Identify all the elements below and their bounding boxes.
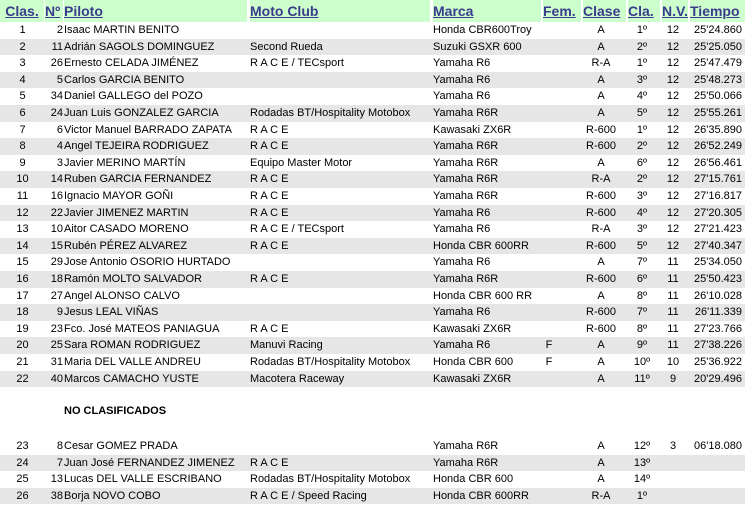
cell-cla: 6º [636, 156, 648, 169]
cell-clas: 7 [19, 123, 26, 136]
cell-nv: 12 [666, 24, 680, 36]
cell-cla: 5º [636, 107, 648, 119]
cell-clase: A [597, 440, 605, 452]
table-row [0, 304, 745, 321]
table-row [0, 22, 745, 39]
cell-nv: 11 [667, 289, 679, 302]
cell-clas: 24 [16, 456, 29, 469]
table-row [0, 471, 745, 488]
cell-clas: 4 [19, 73, 26, 86]
cell-clase: R-600 [586, 273, 616, 285]
cell-piloto: Juan Luis GONZALEZ GARCIA [64, 107, 219, 119]
table-row [0, 88, 745, 105]
cell-clas: 14 [16, 239, 29, 252]
cell-clase: A [597, 356, 605, 368]
cell-marca: Honda CBR 600RR [433, 239, 529, 252]
cell-tiempo: 27'40.347 [694, 239, 742, 252]
table-row [0, 354, 745, 371]
cell-tiempo: 27'16.817 [694, 190, 742, 202]
cell-tiempo: 26'11.339 [694, 306, 742, 319]
cell-clas: 25 [16, 473, 29, 486]
cell-marca: Yamaha R6R [433, 173, 499, 186]
cell-num: 26 [50, 57, 63, 70]
cell-cla: 6º [636, 273, 648, 285]
cell-clas: 9 [19, 156, 26, 169]
cell-marca: Honda CBR 600 [433, 473, 514, 486]
cell-clas: 20 [16, 339, 29, 352]
cell-nv: 11 [667, 339, 679, 352]
cell-clas: 5 [19, 90, 26, 103]
cell-piloto: Borja NOVO COBO [64, 489, 161, 502]
cell-tiempo: 27'15.761 [694, 173, 742, 186]
cell-tiempo: 27'21.423 [694, 223, 742, 236]
cell-nv: 12 [666, 73, 680, 86]
cell-nv: 10 [666, 356, 680, 368]
cell-piloto: Sara ROMAN RODRIGUEZ [64, 339, 201, 352]
cell-cla: 3º [636, 223, 648, 236]
cell-clase: R-600 [586, 206, 616, 219]
cell-marca: Honda CBR600Troy [433, 24, 532, 36]
cell-cla: 11º [634, 372, 650, 385]
cell-moto-club: Macotera Raceway [250, 372, 345, 385]
cell-clas: 12 [16, 206, 29, 219]
table-row [0, 221, 745, 238]
cell-num: 38 [50, 489, 63, 502]
table-row [0, 271, 745, 288]
cell-clas: 22 [16, 372, 29, 385]
cell-num: 13 [50, 473, 63, 486]
cell-clase: A [597, 107, 605, 119]
cell-fem: F [545, 339, 553, 352]
cell-num: 14 [50, 173, 63, 186]
cell-moto-club: R A C E [250, 239, 289, 252]
cell-piloto: Isaac MARTIN BENITO [64, 24, 180, 36]
cell-nv: 12 [666, 190, 680, 202]
cell-tiempo: 27'23.766 [694, 322, 742, 335]
cell-tiempo: 25'24.860 [694, 24, 742, 36]
cell-clase: R-A [591, 57, 611, 70]
cell-marca: Yamaha R6 [433, 90, 491, 103]
cell-num: 24 [50, 107, 63, 119]
cell-marca: Yamaha R6R [433, 156, 499, 169]
cell-clas: 2 [19, 40, 26, 53]
cell-moto-club: Second Rueda [250, 40, 323, 53]
cell-clas: 21 [16, 356, 29, 368]
cell-clase: A [597, 289, 605, 302]
cell-piloto: Jose Antonio OSORIO HURTADO [64, 256, 231, 269]
cell-marca: Honda CBR 600 RR [433, 289, 533, 302]
cell-tiempo: 25'50.066 [694, 90, 742, 103]
cell-clase: R-600 [586, 322, 616, 335]
table-row [0, 438, 745, 455]
cell-nv: 9 [669, 372, 677, 385]
cell-nv: 11 [667, 256, 679, 269]
cell-tiempo: 25'50.423 [694, 273, 742, 285]
cell-num: 11 [51, 40, 63, 53]
table-row [0, 55, 745, 72]
cell-piloto: Jesus LEAL VIÑAS [64, 306, 159, 319]
cell-clase: A [597, 156, 605, 169]
cell-cla: 7º [636, 306, 648, 319]
cell-marca: Suzuki GSXR 600 [433, 40, 522, 53]
cell-clase: R-600 [586, 123, 616, 136]
cell-tiempo: 25'48.273 [694, 73, 742, 86]
cell-cla: 3º [636, 73, 648, 86]
cell-cla: 5º [636, 239, 648, 252]
cell-clas: 19 [16, 322, 29, 335]
cell-clase: A [597, 473, 605, 486]
header-num: Nº [45, 0, 63, 22]
cell-clase: A [597, 24, 605, 36]
cell-marca: Yamaha R6R [433, 190, 499, 202]
cell-tiempo: 20'29.496 [694, 372, 742, 385]
header-nv: N.V. [662, 0, 688, 22]
cell-num: 18 [50, 273, 63, 285]
table-row [0, 188, 745, 205]
cell-marca: Honda CBR 600 [433, 356, 514, 368]
cell-cla: 1º [636, 123, 648, 136]
cell-marca: Yamaha R6R [433, 456, 499, 469]
cell-nv: 12 [666, 140, 680, 153]
cell-piloto: Carlos GARCIA BENITO [64, 73, 185, 86]
cell-clase: R-600 [586, 239, 616, 252]
cell-cla: 10º [633, 356, 651, 368]
cell-tiempo: 25'55.261 [694, 107, 742, 119]
header-moto-club: Moto Club [250, 0, 430, 22]
cell-tiempo: 25'34.050 [694, 256, 742, 269]
table-row [0, 39, 745, 56]
cell-clase: R-A [591, 173, 611, 186]
cell-moto-club: R A C E [250, 322, 289, 335]
cell-clas: 11 [16, 190, 29, 202]
cell-num: 4 [56, 140, 63, 153]
cell-clas: 3 [19, 57, 26, 70]
cell-moto-club: Rodadas BT/Hospitality Motobox [250, 473, 411, 486]
cell-num: 10 [50, 223, 63, 236]
cell-clase: R-600 [586, 140, 616, 153]
table-row [0, 371, 745, 388]
cell-cla: 1º [636, 489, 648, 502]
cell-nv: 12 [666, 107, 680, 119]
section-title-no-clasificados: NO CLASIFICADOS [64, 405, 167, 417]
cell-nv: 12 [666, 173, 680, 186]
cell-marca: Kawasaki ZX6R [433, 123, 512, 136]
cell-piloto: Lucas DEL VALLE ESCRIBANO [64, 473, 222, 486]
table-row [0, 138, 745, 155]
cell-marca: Honda CBR 600RR [433, 489, 529, 502]
cell-clas: 26 [16, 489, 29, 502]
cell-piloto: Cesar GOMEZ PRADA [64, 440, 178, 452]
cell-cla: 2º [636, 40, 648, 53]
cell-moto-club: Rodadas BT/Hospitality Motobox [250, 356, 411, 368]
cell-piloto: Ignacio MAYOR GOÑI [64, 190, 174, 202]
cell-marca: Kawasaki ZX6R [433, 372, 512, 385]
cell-piloto: Aitor CASADO MORENO [64, 223, 189, 236]
cell-cla: 8º [636, 322, 648, 335]
cell-tiempo: 26'35.890 [694, 123, 742, 136]
cell-piloto: Fco. José MATEOS PANIAGUA [64, 322, 220, 335]
cell-cla: 9º [636, 339, 648, 352]
table-row [0, 171, 745, 188]
cell-marca: Kawasaki ZX6R [433, 322, 512, 335]
header-piloto: Piloto [64, 0, 247, 22]
cell-marca: Yamaha R6R [433, 440, 499, 452]
cell-clas: 17 [16, 289, 29, 302]
cell-piloto: Rubén PÉREZ ALVAREZ [64, 239, 188, 252]
cell-tiempo: 26'52.249 [694, 140, 742, 153]
cell-marca: Yamaha R6R [433, 107, 499, 119]
cell-piloto: Angel ALONSO CALVO [64, 289, 180, 302]
cell-marca: Yamaha R6R [433, 140, 499, 153]
table-row [0, 254, 745, 271]
cell-moto-club: R A C E / TECsport [250, 57, 344, 70]
cell-num: 2 [56, 24, 63, 36]
cell-num: 3 [56, 156, 63, 169]
cell-moto-club: R A C E [250, 456, 289, 469]
cell-clas: 16 [16, 273, 29, 285]
cell-marca: Yamaha R6 [433, 339, 491, 352]
cell-nv: 12 [666, 156, 680, 169]
cell-cla: 4º [636, 90, 648, 103]
cell-clase: A [597, 339, 605, 352]
cell-num: 23 [50, 322, 63, 335]
cell-clase: R-600 [586, 190, 616, 202]
cell-piloto: Juan José FERNANDEZ JIMENEZ [64, 456, 235, 469]
header-tiempo: Tiempo [690, 0, 745, 22]
cell-piloto: Adrián SAGOLS DOMINGUEZ [64, 40, 215, 53]
cell-clase: A [597, 456, 605, 469]
cell-piloto: Ramón MOLTO SALVADOR [64, 273, 202, 285]
cell-piloto: Maria DEL VALLE ANDREU [64, 356, 201, 368]
cell-clase: R-A [591, 223, 611, 236]
cell-moto-club: Manuvi Racing [250, 339, 323, 352]
cell-cla: 13º [633, 456, 651, 469]
cell-moto-club: R A C E [250, 190, 289, 202]
cell-tiempo: 26'10.028 [694, 289, 742, 302]
cell-tiempo: 25'47.479 [694, 57, 742, 70]
table-row [0, 455, 745, 472]
cell-clas: 8 [19, 140, 26, 153]
table-row [0, 105, 745, 122]
cell-tiempo: 06'18.080 [694, 440, 742, 452]
cell-num: 16 [50, 190, 63, 202]
table-row [0, 337, 745, 354]
header-marca: Marca [433, 0, 541, 22]
cell-cla: 1º [636, 24, 648, 36]
cell-moto-club: R A C E [250, 173, 289, 186]
cell-tiempo: 25'36.922 [694, 356, 742, 368]
header-cla: Cla. [628, 0, 660, 22]
cell-nv: 12 [666, 90, 680, 103]
cell-num: 31 [50, 356, 63, 368]
table-row [0, 238, 745, 255]
cell-clase: A [597, 90, 605, 103]
cell-cla: 3º [636, 190, 648, 202]
table-row [0, 488, 745, 505]
cell-nv: 12 [666, 57, 680, 70]
cell-marca: Yamaha R6 [433, 306, 491, 319]
cell-cla: 7º [636, 256, 648, 269]
cell-num: 34 [50, 90, 63, 103]
cell-piloto: Angel TEJEIRA RODRIGUEZ [64, 140, 209, 153]
cell-piloto: Victor Manuel BARRADO ZAPATA [64, 123, 232, 136]
cell-clas: 1 [19, 24, 26, 36]
cell-num: 9 [56, 306, 63, 319]
cell-fem: F [545, 356, 553, 368]
table-row [0, 72, 745, 89]
cell-num: 7 [56, 456, 63, 469]
cell-marca: Yamaha R6 [433, 206, 491, 219]
cell-marca: Yamaha R6 [433, 223, 491, 236]
header-clase: Clase [583, 0, 626, 22]
cell-clase: A [597, 372, 605, 385]
cell-moto-club: R A C E [250, 140, 289, 153]
cell-cla: 8º [636, 289, 648, 302]
cell-nv: 3 [669, 440, 677, 452]
cell-cla: 14º [633, 473, 651, 486]
cell-num: 29 [50, 256, 63, 269]
cell-nv: 11 [667, 322, 679, 335]
header-fem: Fem. [543, 0, 581, 22]
cell-piloto: Ernesto CELADA JIMÉNEZ [64, 57, 199, 70]
cell-nv: 12 [666, 239, 680, 252]
table-row [0, 155, 745, 172]
cell-clase: R-600 [586, 306, 616, 319]
cell-piloto: Javier JIMENEZ MARTIN [64, 206, 189, 219]
cell-cla: 2º [636, 140, 648, 153]
cell-moto-club: R A C E / TECsport [250, 223, 344, 236]
cell-moto-club: R A C E [250, 206, 289, 219]
cell-piloto: Daniel GALLEGO del POZO [64, 90, 203, 103]
cell-marca: Yamaha R6 [433, 256, 491, 269]
cell-clas: 6 [19, 107, 26, 119]
cell-moto-club: R A C E [250, 123, 289, 136]
cell-marca: Yamaha R6R [433, 273, 499, 285]
cell-marca: Yamaha R6 [433, 57, 491, 70]
cell-num: 15 [50, 239, 63, 252]
table-header [0, 0, 745, 22]
cell-piloto: Javier MERINO MARTÍN [64, 156, 186, 169]
table-row [0, 288, 745, 305]
cell-clase: A [597, 256, 605, 269]
cell-tiempo: 27'38.226 [694, 339, 742, 352]
cell-nv: 12 [666, 223, 680, 236]
cell-clas: 15 [16, 256, 29, 269]
cell-nv: 12 [666, 123, 680, 136]
cell-num: 27 [50, 289, 63, 302]
cell-clase: A [597, 40, 605, 53]
table-row [0, 205, 745, 222]
table-row [0, 321, 745, 338]
cell-nv: 12 [666, 206, 680, 219]
cell-tiempo: 25'25.050 [694, 40, 742, 53]
cell-moto-club: Equipo Master Motor [250, 156, 353, 169]
cell-clas: 18 [16, 306, 29, 319]
cell-nv: 11 [667, 306, 679, 319]
cell-cla: 4º [636, 206, 648, 219]
cell-clas: 10 [16, 173, 29, 186]
cell-nv: 12 [666, 40, 680, 53]
header-clas: Clas. [0, 0, 44, 22]
cell-num: 8 [56, 440, 63, 452]
cell-num: 6 [56, 123, 63, 136]
cell-cla: 12º [633, 440, 651, 452]
cell-num: 40 [50, 372, 63, 385]
cell-moto-club: Rodadas BT/Hospitality Motobox [250, 107, 411, 119]
cell-tiempo: 27'20.305 [694, 206, 742, 219]
cell-moto-club: R A C E / Speed Racing [250, 489, 367, 502]
cell-clase: A [597, 73, 605, 86]
cell-clas: 23 [16, 440, 29, 452]
cell-clas: 13 [16, 223, 29, 236]
cell-marca: Yamaha R6 [433, 73, 491, 86]
cell-cla: 2º [636, 173, 648, 186]
cell-tiempo: 26'56.461 [694, 156, 742, 169]
cell-piloto: Ruben GARCIA FERNANDEZ [64, 173, 212, 186]
cell-moto-club: R A C E [250, 273, 289, 285]
table-row [0, 122, 745, 139]
cell-nv: 11 [667, 273, 679, 285]
cell-piloto: Marcos CAMACHO YUSTE [64, 372, 199, 385]
cell-cla: 1º [636, 57, 648, 70]
cell-num: 25 [50, 339, 63, 352]
cell-clase: R-A [591, 489, 611, 502]
cell-num: 22 [50, 206, 63, 219]
cell-num: 5 [56, 73, 63, 86]
